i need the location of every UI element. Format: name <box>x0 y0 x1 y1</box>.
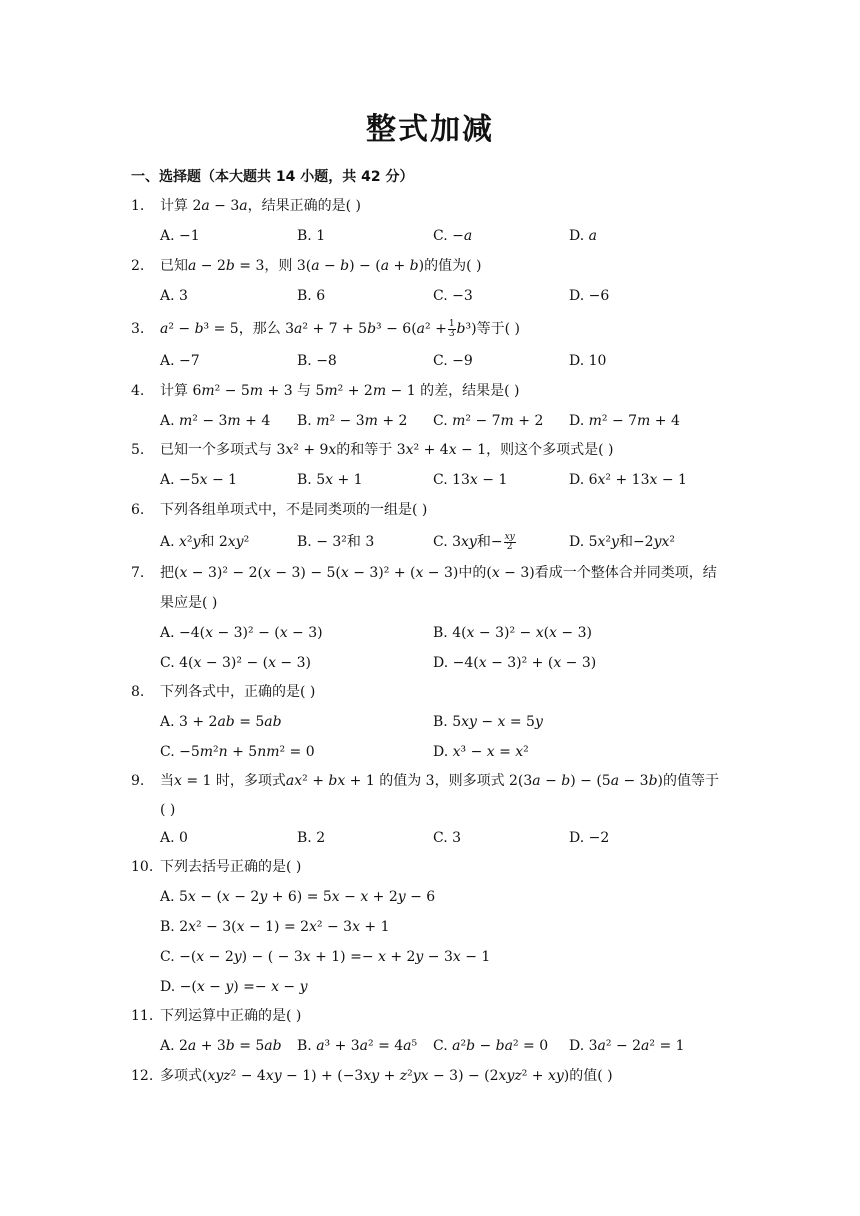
option-c[interactable]: C. 𝑚² − 7𝑚 + 2 <box>433 413 544 429</box>
option-b[interactable]: B. − 3²和 3 <box>297 534 375 550</box>
question-stem: 已知一个多项式与 3𝑥² + 9𝑥的和等于 3𝑥² + 4𝑥 − 1，则这个多项式是( ) <box>160 442 614 458</box>
option-d[interactable]: D. 3𝑎² − 2𝑎² = 1 <box>569 1038 685 1054</box>
option-b[interactable]: B. 𝑚² − 3𝑚 + 2 <box>297 413 408 429</box>
option-d[interactable]: D. −6 <box>569 288 610 304</box>
option-a[interactable]: A. −5𝑥 − 1 <box>160 472 238 488</box>
question-number: 4. <box>131 383 145 399</box>
option-d[interactable]: D. −4(𝑥 − 3)² + (𝑥 − 3) <box>433 655 597 671</box>
option-c[interactable]: C. −𝑎 <box>433 228 473 244</box>
question-stem: 多项式(𝑥𝑦𝑧² − 4𝑥𝑦 − 1) + (−3𝑥𝑦 + 𝑧²𝑦𝑥 − 3) − (2𝑥𝑦𝑧² + 𝑥𝑦)的值( ) <box>160 1068 613 1084</box>
option-c[interactable]: C. 3 <box>433 830 462 846</box>
option-d[interactable]: D. 𝑎 <box>569 228 597 244</box>
question-number: 6. <box>131 502 145 518</box>
question-stem: 下列各式中，正确的是( ) <box>160 684 316 700</box>
option-d[interactable]: D. 5𝑥²𝑦和−2𝑦𝑥² <box>569 534 676 550</box>
option-d[interactable]: D. 𝑥³ − 𝑥 = 𝑥² <box>433 744 529 760</box>
question-stem <box>160 319 520 339</box>
option-a[interactable]: A. 𝑚² − 3𝑚 + 4 <box>160 413 271 429</box>
option-a[interactable]: A. 2𝑎 + 3𝑏 = 5𝑎𝑏 <box>160 1038 282 1054</box>
option-c[interactable]: C. −9 <box>433 353 473 369</box>
option-d[interactable]: D. 6𝑥² + 13𝑥 − 1 <box>569 472 687 488</box>
question-number: 1. <box>131 198 145 214</box>
option-b[interactable]: B. 1 <box>297 228 326 244</box>
option-c[interactable]: C. 4(𝑥 − 3)² − (𝑥 − 3) <box>160 655 311 671</box>
question-number: 8. <box>131 684 145 700</box>
page-title: 整式加减 <box>366 112 494 147</box>
option-b[interactable]: B. 5𝑥𝑦 − 𝑥 = 5𝑦 <box>433 714 543 730</box>
question-number: 3. <box>131 321 145 337</box>
option-a[interactable]: A. −7 <box>160 353 200 369</box>
question-stem: 下列去括号正确的是( ) <box>160 859 302 875</box>
question-number: 5. <box>131 442 145 458</box>
option-b[interactable]: B. 4(𝑥 − 3)² − 𝑥(𝑥 − 3) <box>433 625 592 641</box>
option-a[interactable]: A. 3 <box>160 288 188 304</box>
option-c[interactable]: C. −5𝑚²𝑛 + 5𝑛𝑚² = 0 <box>160 744 315 760</box>
question-stem-cont: ( ) <box>160 802 176 818</box>
option-c[interactable]: C. 13𝑥 − 1 <box>433 472 508 488</box>
option-c[interactable] <box>433 532 517 552</box>
option-d[interactable]: D. 𝑚² − 7𝑚 + 4 <box>569 413 680 429</box>
option-a[interactable]: A. 0 <box>160 830 188 846</box>
stem-part: 𝑎² − 𝑏³ = 5，那么 3𝑎² + 7 + 5𝑏³ − 6(𝑎² + <box>160 321 447 337</box>
question-number: 11. <box>131 1008 154 1024</box>
denominator: 2 <box>506 541 513 552</box>
option-a[interactable]: A. 𝑥²𝑦和 2𝑥𝑦² <box>160 534 250 550</box>
question-stem: 当𝑥 = 1 时，多项式𝑎𝑥² + 𝑏𝑥 + 1 的值为 3，则多项式 2(3𝑎 − 𝑏) − (5𝑎 − 3𝑏)的值等于 <box>160 773 720 789</box>
question-number: 9. <box>131 773 145 789</box>
stem-part: 𝑏³)等于( ) <box>456 321 520 337</box>
question-number: 7. <box>131 565 145 581</box>
question-stem-cont: 果应是( ) <box>160 595 218 611</box>
option-c-text: C. 3𝑥𝑦和− <box>433 534 503 550</box>
question-number: 10. <box>131 859 154 875</box>
question-stem: 下列运算中正确的是( ) <box>160 1008 302 1024</box>
question-number: 2. <box>131 258 145 274</box>
option-d[interactable]: D. −(𝑥 − 𝑦) =− 𝑥 − 𝑦 <box>160 979 308 995</box>
fraction <box>448 320 456 339</box>
option-d[interactable]: D. 10 <box>569 353 607 369</box>
option-b[interactable]: B. 6 <box>297 288 326 304</box>
question-number: 12. <box>131 1068 154 1084</box>
option-c[interactable]: C. −(𝑥 − 2𝑦) − ( − 3𝑥 + 1) =− 𝑥 + 2𝑦 − 3𝑥 − 1 <box>160 949 491 965</box>
option-a[interactable]: A. −4(𝑥 − 3)² − (𝑥 − 3) <box>160 625 323 641</box>
option-b[interactable]: B. 2 <box>297 830 326 846</box>
question-stem: 计算 6𝑚² − 5𝑚 + 3 与 5𝑚² + 2𝑚 − 1 的差，结果是( ) <box>160 383 520 399</box>
option-b[interactable]: B. −8 <box>297 353 337 369</box>
section-heading: 一、选择题（本大题共 14 小题，共 42 分） <box>131 169 414 185</box>
numerator: 𝑥𝑦 <box>504 531 515 542</box>
option-b[interactable]: B. 5𝑥 + 1 <box>297 472 363 488</box>
question-stem: 下列各组单项式中，不是同类项的一组是( ) <box>160 502 428 518</box>
option-d[interactable]: D. −2 <box>569 830 610 846</box>
question-stem: 把(𝑥 − 3)² − 2(𝑥 − 3) − 5(𝑥 − 3)² + (𝑥 − 3)中的(𝑥 − 3)看成一个整体合并同类项，结 <box>160 565 717 581</box>
denominator: 3 <box>448 328 455 339</box>
option-c[interactable]: C. 𝑎²𝑏 − 𝑏𝑎² = 0 <box>433 1038 549 1054</box>
option-a[interactable]: A. 3 + 2𝑎𝑏 = 5𝑎𝑏 <box>160 714 282 730</box>
option-b[interactable]: B. 𝑎³ + 3𝑎² = 4𝑎⁵ <box>297 1038 418 1054</box>
numerator: 1 <box>448 318 455 329</box>
option-b[interactable]: B. 2𝑥² − 3(𝑥 − 1) = 2𝑥² − 3𝑥 + 1 <box>160 919 390 935</box>
option-a[interactable]: A. −1 <box>160 228 200 244</box>
question-stem: 计算 2𝑎 − 3𝑎，结果正确的是( ) <box>160 198 361 214</box>
option-a[interactable]: A. 5𝑥 − (𝑥 − 2𝑦 + 6) = 5𝑥 − 𝑥 + 2𝑦 − 6 <box>160 889 436 905</box>
question-stem: 已知𝑎 − 2𝑏 = 3，则 3(𝑎 − 𝑏) − (𝑎 + 𝑏)的值为( ) <box>160 258 482 274</box>
option-c[interactable]: C. −3 <box>433 288 473 304</box>
fraction <box>504 533 516 552</box>
